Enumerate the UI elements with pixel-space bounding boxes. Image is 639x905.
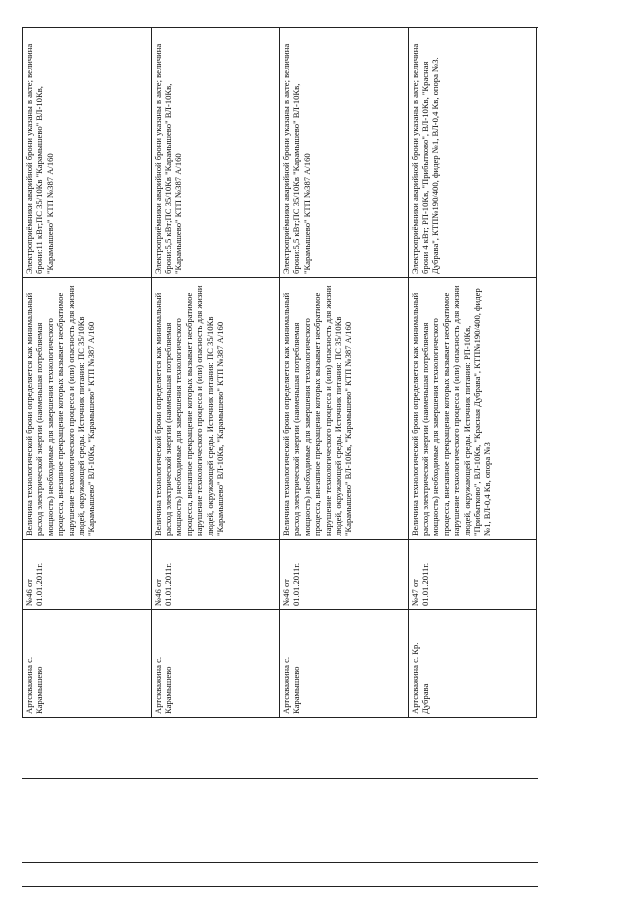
- act-cell: №46 от 01.01.2011г.: [151, 540, 280, 610]
- emergency-cell: Электроприёмники аварийной брони указаны в акте; величина брони:5,5 кВт;ПС 35/10Кв "Карамышево" ВЛ-10Кв, "Карамышево" КТП №387 А/160: [151, 28, 280, 278]
- object-cell: Артскважина с. Кр. Дубрава: [408, 610, 537, 718]
- emergency-cell: Электроприёмники аварийной брони указаны в акте; величина брони:11 кВт;ПС 35/10Кв "Карамышево" ВЛ-10Кв, "Карамышево" КТП №387 А/160: [23, 28, 152, 278]
- act-cell: №46 от 01.01.2011г.: [23, 540, 152, 610]
- table-row: [280, 28, 409, 718]
- act-cell: №47 от 01.01.2011г.: [408, 540, 537, 610]
- act-cell: №46 от 01.01.2011г.: [280, 540, 409, 610]
- horizontal-rule-2: [22, 862, 538, 863]
- table-row: [408, 28, 537, 718]
- rotated-table-container: [22, 28, 536, 718]
- object-cell: Артскважина с. Карамышево: [151, 610, 280, 718]
- definition-cell: Величина технологической брони определяется как минимальный расход электрической энергии (наименьшая потребляемая мощность) необходимые для завершения технологического процесса, внезапное прекращение которых вызывает необратимое нарушение технологического процесса и (или) опасность для жизни людей, окружающей среды. Источник питания: ПС 35/10Кв "Карамышево" ВЛ-10Кв, "Карамышево" КТП №387 А/160: [23, 278, 152, 540]
- definition-cell: Величина технологической брони определяется как минимальный расход электрической энергии (наименьшая потребляемая мощность) необходимые для завершения технологического процесса, внезапное прекращение которых вызывает необратимое нарушение технологического процесса и (или) опасность для жизни людей, окружающей среды. Источник питания: РП-10Кв, "Прибытково", ВЛ-10Кв, "Красная Дубрава", КТП№190/400, фидер №1, ВЛ-0,4 Кв, опора №3: [408, 278, 537, 540]
- emergency-cell: Электроприёмники аварийной брони указаны в акте; величина брони:5,5 кВт;ПС 35/10Кв "Карамышево" ВЛ-10Кв, "Карамышево" КТП №387 А/160: [280, 28, 409, 278]
- object-cell: Артскважина с. Карамышево: [280, 610, 409, 718]
- object-cell: Артскважина с. Карамышево: [23, 610, 152, 718]
- horizontal-rule-1: [22, 778, 538, 779]
- table-row: [151, 28, 280, 718]
- horizontal-rule-3: [22, 886, 538, 887]
- emergency-cell: Электроприёмники аварийной брони указаны в акте; величина брони 4 кВт; РП-10Кв, "Прибытково", ВЛ-10Кв, "Красная Дубрава", КТП№190/400, фидер №1, ВЛ-0,4 Кв, опора №3.: [408, 28, 537, 278]
- definition-cell: Величина технологической брони определяется как минимальный расход электрической энергии (наименьшая потребляемая мощность) необходимые для завершения технологического процесса, внезапное прекращение которых вызывает необратимое нарушение технологического процесса и (или) опасность для жизни людей, окружающей среды. Источник питания: ПС 35/10Кв "Карамышево" ВЛ-10Кв, "Карамышево" КТП №387 А/160: [280, 278, 409, 540]
- table-row: [23, 28, 152, 718]
- definition-cell: Величина технологической брони определяется как минимальный расход электрической энергии (наименьшая потребляемая мощность) необходимые для завершения технологического процесса, внезапное прекращение которых вызывает необратимое нарушение технологического процесса и (или) опасность для жизни людей, окружающей среды. Источник питания: ПС 35/10Кв "Карамышево" ВЛ-10Кв, "Карамышево" КТП №387 А/160: [151, 278, 280, 540]
- power-reserve-table: [22, 27, 537, 718]
